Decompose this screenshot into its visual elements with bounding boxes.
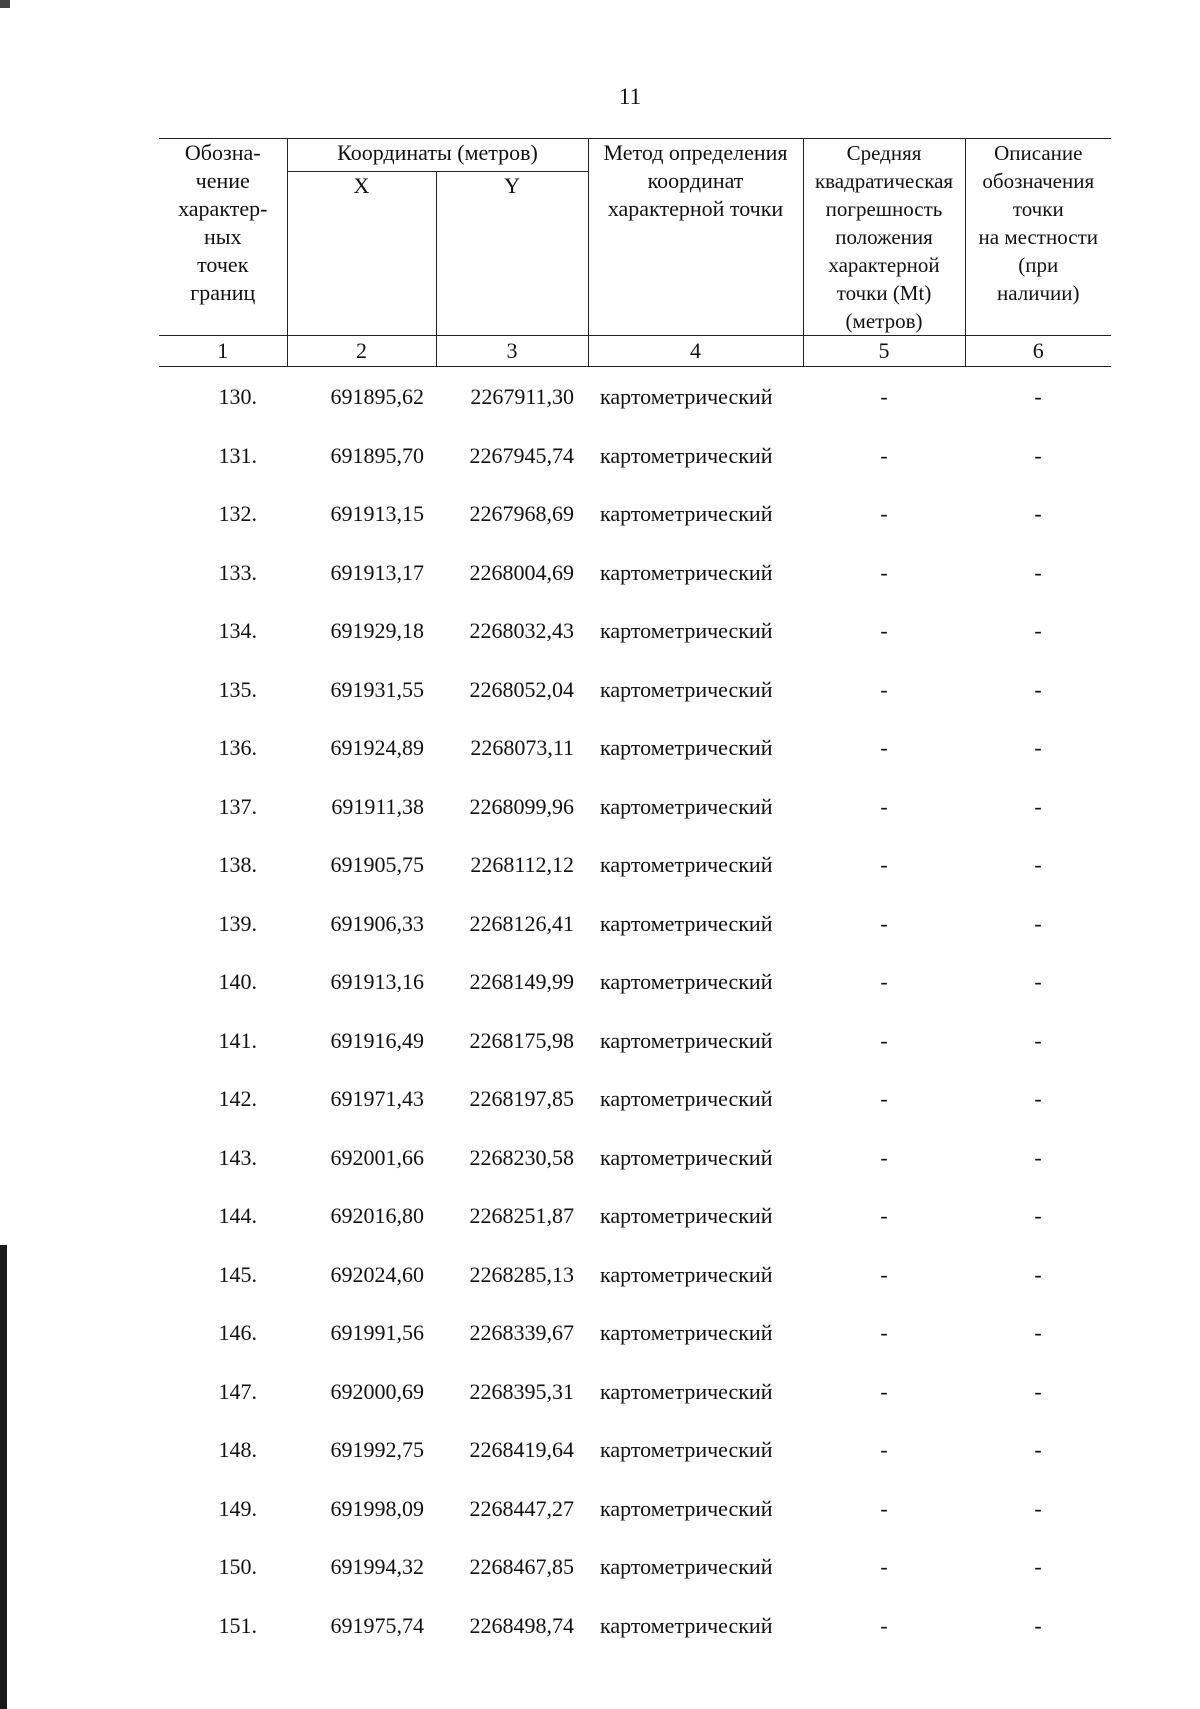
cell-coord-x: 691991,56: [330, 1320, 424, 1346]
cell-mean-error: -: [880, 910, 888, 936]
column-number-row: [159, 336, 1111, 367]
cell-coord-x: 691975,74: [330, 1612, 424, 1638]
cell-mean-error: -: [880, 852, 888, 878]
boundary-points-table: [159, 138, 1111, 1655]
cell-mean-error: -: [880, 1378, 888, 1404]
cell-coord-y: 2268285,13: [469, 1261, 575, 1287]
cell-coord-x: 691895,62: [330, 384, 424, 410]
cell-coord-x: 691924,89: [330, 735, 424, 761]
cell-coord-y: 2268112,12: [470, 852, 575, 878]
cell-method: картометрический: [600, 1203, 773, 1229]
cell-point-id: 142.: [218, 1086, 257, 1112]
cell-coord-y: 2268467,85: [469, 1554, 575, 1580]
cell-method: картометрический: [600, 676, 773, 702]
cell-coord-y: 2268230,58: [469, 1144, 575, 1170]
cell-mean-error: -: [880, 1027, 888, 1053]
table-row: [159, 485, 1111, 544]
cell-coord-x: 691998,09: [330, 1495, 424, 1521]
cell-point-id: 134.: [218, 618, 257, 644]
cell-description: -: [1034, 501, 1042, 527]
cell-description: -: [1034, 1320, 1042, 1346]
column-number: 2: [287, 336, 436, 367]
cell-mean-error: -: [880, 1437, 888, 1463]
table-body: [159, 336, 1111, 1656]
cell-mean-error: -: [880, 1612, 888, 1638]
cell-method: картометрический: [600, 1261, 773, 1287]
cell-description: -: [1034, 1554, 1042, 1580]
cell-coord-x: 691905,75: [330, 852, 424, 878]
table-row: [159, 1304, 1111, 1363]
cell-coord-x: 692001,66: [330, 1144, 424, 1170]
cell-coord-x: 691929,18: [330, 618, 424, 644]
cell-method: картометрический: [600, 559, 773, 585]
cell-mean-error: -: [880, 559, 888, 585]
cell-mean-error: -: [880, 1495, 888, 1521]
header-y: Y: [436, 171, 588, 335]
cell-mean-error: -: [880, 676, 888, 702]
header-coordinates: Координаты (метров): [287, 139, 588, 172]
cell-point-id: 130.: [218, 384, 257, 410]
cell-point-id: 135.: [218, 676, 257, 702]
cell-coord-y: 2268004,69: [469, 559, 575, 585]
cell-coord-y: 2268032,43: [469, 618, 575, 644]
cell-description: -: [1034, 384, 1042, 410]
table-row: [159, 778, 1111, 837]
cell-point-id: 141.: [218, 1027, 257, 1053]
cell-coord-y: 2268126,41: [469, 910, 575, 936]
cell-coord-x: 691992,75: [330, 1437, 424, 1463]
cell-method: картометрический: [600, 1086, 773, 1112]
cell-mean-error: -: [880, 442, 888, 468]
table-row: [159, 1187, 1111, 1246]
cell-description: -: [1034, 1203, 1042, 1229]
table-row: [159, 953, 1111, 1012]
cell-coord-y: 2267968,69: [469, 501, 575, 527]
table-row: [159, 1597, 1111, 1656]
cell-coord-x: 691906,33: [330, 910, 424, 936]
cell-description: -: [1034, 969, 1042, 995]
cell-point-id: 132.: [218, 501, 257, 527]
cell-mean-error: -: [880, 1320, 888, 1346]
cell-method: картометрический: [600, 1144, 773, 1170]
cell-coord-x: 691911,38: [331, 793, 424, 819]
cell-coord-y: 2268149,99: [469, 969, 575, 995]
cell-method: картометрический: [600, 442, 773, 468]
cell-coord-y: 2267945,74: [469, 442, 575, 468]
table-header: [159, 139, 1111, 336]
cell-mean-error: -: [880, 1554, 888, 1580]
cell-description: -: [1034, 618, 1042, 644]
cell-method: картометрический: [600, 793, 773, 819]
cell-coord-y: 2268251,87: [469, 1203, 575, 1229]
cell-method: картометрический: [600, 1612, 773, 1638]
cell-description: -: [1034, 1495, 1042, 1521]
cell-description: -: [1034, 1437, 1042, 1463]
column-number: 5: [803, 336, 965, 367]
cell-point-id: 137.: [218, 793, 257, 819]
cell-coord-y: 2268419,64: [469, 1437, 575, 1463]
cell-description: -: [1034, 442, 1042, 468]
cell-mean-error: -: [880, 969, 888, 995]
table-row: [159, 895, 1111, 954]
cell-description: -: [1034, 1086, 1042, 1112]
table-row: [159, 1129, 1111, 1188]
column-number: 1: [159, 336, 287, 367]
table-row: [159, 1480, 1111, 1539]
cell-method: картометрический: [600, 969, 773, 995]
cell-coord-y: 2268099,96: [469, 793, 575, 819]
cell-coord-y: 2268052,04: [469, 676, 575, 702]
cell-description: -: [1034, 793, 1042, 819]
header-method: Метод определения координат характерной точки: [588, 139, 803, 336]
cell-point-id: 133.: [218, 559, 257, 585]
cell-point-id: 145.: [218, 1261, 257, 1287]
cell-description: -: [1034, 559, 1042, 585]
table-row: [159, 1538, 1111, 1597]
cell-coord-x: 691913,15: [330, 501, 424, 527]
cell-mean-error: -: [880, 501, 888, 527]
cell-mean-error: -: [880, 618, 888, 644]
cell-method: картометрический: [600, 910, 773, 936]
table-row: [159, 661, 1111, 720]
cell-description: -: [1034, 1612, 1042, 1638]
cell-coord-x: 691994,32: [330, 1554, 424, 1580]
cell-mean-error: -: [880, 1086, 888, 1112]
cell-method: картометрический: [600, 1495, 773, 1521]
cell-coord-y: 2268175,98: [469, 1027, 575, 1053]
cell-description: -: [1034, 910, 1042, 936]
cell-point-id: 147.: [218, 1378, 257, 1404]
cell-point-id: 143.: [218, 1144, 257, 1170]
cell-point-id: 136.: [218, 735, 257, 761]
table-row: [159, 719, 1111, 778]
cell-coord-x: 691931,55: [330, 676, 424, 702]
column-number: 3: [436, 336, 588, 367]
cell-point-id: 144.: [218, 1203, 257, 1229]
column-number: 6: [965, 336, 1111, 367]
cell-point-id: 140.: [218, 969, 257, 995]
cell-coord-y: 2268498,74: [469, 1612, 575, 1638]
cell-description: -: [1034, 1261, 1042, 1287]
table-row: [159, 1246, 1111, 1305]
cell-mean-error: -: [880, 384, 888, 410]
cell-method: картометрический: [600, 1378, 773, 1404]
cell-coord-x: 691913,16: [330, 969, 424, 995]
cell-method: картометрический: [600, 1320, 773, 1346]
cell-coord-y: 2267911,30: [470, 384, 575, 410]
cell-coord-y: 2268447,27: [469, 1495, 575, 1521]
cell-method: картометрический: [600, 852, 773, 878]
cell-point-id: 148.: [218, 1437, 257, 1463]
cell-method: картометрический: [600, 618, 773, 644]
cell-coord-x: 691913,17: [330, 559, 424, 585]
cell-point-id: 131.: [218, 442, 257, 468]
cell-description: -: [1034, 1378, 1042, 1404]
cell-description: -: [1034, 852, 1042, 878]
cell-coord-y: 2268073,11: [470, 735, 575, 761]
cell-mean-error: -: [880, 735, 888, 761]
cell-coord-y: 2268395,31: [469, 1378, 575, 1404]
cell-point-id: 150.: [218, 1554, 257, 1580]
cell-method: картометрический: [600, 1437, 773, 1463]
cell-point-id: 139.: [218, 910, 257, 936]
cell-method: картометрический: [600, 1027, 773, 1053]
cell-point-id: 138.: [218, 852, 257, 878]
cell-mean-error: -: [880, 1261, 888, 1287]
cell-description: -: [1034, 1027, 1042, 1053]
table-row: [159, 1012, 1111, 1071]
column-number: 4: [588, 336, 803, 367]
cell-description: -: [1034, 1144, 1042, 1170]
cell-coord-x: 691916,49: [330, 1027, 424, 1053]
cell-coord-x: 691971,43: [330, 1086, 424, 1112]
cell-point-id: 149.: [218, 1495, 257, 1521]
cell-method: картометрический: [600, 501, 773, 527]
cell-point-id: 146.: [218, 1320, 257, 1346]
header-designation: [159, 139, 287, 336]
cell-coord-x: 691895,70: [330, 442, 424, 468]
header-designation-text: Обозна- чение характер- ных точек границ: [178, 140, 268, 305]
table-row: [159, 367, 1111, 427]
table-row: [159, 544, 1111, 603]
cell-description: -: [1034, 676, 1042, 702]
table-row: [159, 1070, 1111, 1129]
page-number: 11: [618, 84, 642, 109]
cell-coord-x: 692016,80: [330, 1203, 424, 1229]
cell-coord-y: 2268339,67: [469, 1320, 575, 1346]
cell-mean-error: -: [880, 1203, 888, 1229]
cell-method: картометрический: [600, 735, 773, 761]
scan-edge-shadow: [0, 1245, 7, 1709]
table-row: [159, 427, 1111, 486]
cell-mean-error: -: [880, 793, 888, 819]
table-row: [159, 836, 1111, 895]
cell-coord-x: 692000,69: [330, 1378, 424, 1404]
header-description: Описание обозначения точки на местности (при наличии): [965, 139, 1111, 336]
table-row: [159, 1363, 1111, 1422]
scan-edge-mark: [0, 0, 10, 8]
cell-coord-x: 692024,60: [330, 1261, 424, 1287]
header-x: X: [287, 171, 436, 335]
cell-mean-error: -: [880, 1144, 888, 1170]
cell-description: -: [1034, 735, 1042, 761]
table-row: [159, 602, 1111, 661]
header-mean-error: Средняя квадратическая погрешность положения характерной точки (Mt) (метров): [803, 139, 965, 336]
table-row: [159, 1421, 1111, 1480]
cell-method: картометрический: [600, 384, 773, 410]
cell-coord-y: 2268197,85: [469, 1086, 575, 1112]
cell-method: картометрический: [600, 1554, 773, 1580]
cell-point-id: 151.: [218, 1612, 257, 1638]
